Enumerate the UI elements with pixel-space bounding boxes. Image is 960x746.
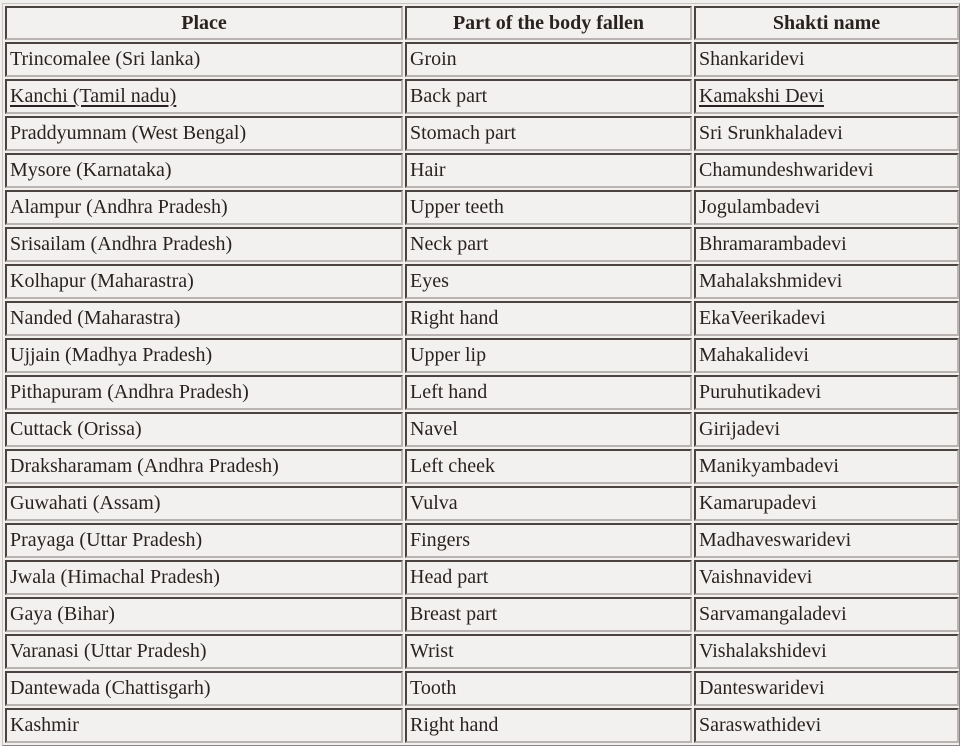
shakti-name-cell: Chamundeshwaridevi [694,153,959,188]
body-part-cell: Groin [405,42,692,77]
body-part-cell: Neck part [405,227,692,262]
place-cell: Nanded (Maharastra) [5,301,403,336]
shakti-name-cell: Danteswaridevi [694,671,959,706]
place-cell: Mysore (Karnataka) [5,153,403,188]
table-row [5,708,959,743]
body-part-cell: Upper lip [405,338,692,373]
table-row [5,264,959,299]
column-header-shakti-name: Shakti name [694,6,959,40]
shakti-name-cell: Sri Srunkhaladevi [694,116,959,151]
place-cell [5,79,403,114]
shakti-name-cell [694,79,959,114]
body-part-cell: Left hand [405,375,692,410]
place-cell: Kashmir [5,708,403,743]
place-cell: Alampur (Andhra Pradesh) [5,190,403,225]
header-row [5,6,959,40]
shakti-peetha-table-container [2,3,960,746]
shakti-name-cell: Mahalakshmidevi [694,264,959,299]
shakti-peetha-table [3,4,960,745]
body-part-cell: Left cheek [405,449,692,484]
table-row [5,597,959,632]
body-part-cell: Wrist [405,634,692,669]
place-cell: Praddyumnam (West Bengal) [5,116,403,151]
column-header-place: Place [5,6,403,40]
table-row [5,190,959,225]
table-row [5,671,959,706]
shakti-name-cell: Saraswathidevi [694,708,959,743]
table-row [5,486,959,521]
table-row [5,153,959,188]
body-part-cell: Breast part [405,597,692,632]
body-part-cell: Vulva [405,486,692,521]
table-row [5,301,959,336]
place-cell: Dantewada (Chattisgarh) [5,671,403,706]
shakti-name-cell: EkaVeerikadevi [694,301,959,336]
body-part-cell: Eyes [405,264,692,299]
body-part-cell: Navel [405,412,692,447]
body-part-cell: Fingers [405,523,692,558]
place-link[interactable]: Kanchi (Tamil nadu) [10,85,177,107]
body-part-cell: Back part [405,79,692,114]
table-row [5,338,959,373]
table-row [5,375,959,410]
shakti-name-cell: Girijadevi [694,412,959,447]
place-cell: Prayaga (Uttar Pradesh) [5,523,403,558]
place-cell: Trincomalee (Sri lanka) [5,42,403,77]
place-cell: Varanasi (Uttar Pradesh) [5,634,403,669]
place-cell: Gaya (Bihar) [5,597,403,632]
place-cell: Cuttack (Orissa) [5,412,403,447]
table-row [5,560,959,595]
shakti-name-cell: Sarvamangaladevi [694,597,959,632]
shakti-name-cell: Manikyambadevi [694,449,959,484]
body-part-cell: Upper teeth [405,190,692,225]
body-part-cell: Stomach part [405,116,692,151]
body-part-cell: Tooth [405,671,692,706]
table-row [5,634,959,669]
table-row [5,79,959,114]
column-header-body-part: Part of the body fallen [405,6,692,40]
shakti-name-cell: Mahakalidevi [694,338,959,373]
place-cell: Srisailam (Andhra Pradesh) [5,227,403,262]
place-cell: Jwala (Himachal Pradesh) [5,560,403,595]
shakti-name-cell: Jogulambadevi [694,190,959,225]
place-cell: Kolhapur (Maharastra) [5,264,403,299]
shakti-name-cell: Bhramarambadevi [694,227,959,262]
body-part-cell: Right hand [405,708,692,743]
shakti-name-cell: Shankaridevi [694,42,959,77]
place-cell: Guwahati (Assam) [5,486,403,521]
body-part-cell: Head part [405,560,692,595]
table-row [5,523,959,558]
shakti-name-cell: Kamarupadevi [694,486,959,521]
shakti-name-cell: Madhaveswaridevi [694,523,959,558]
table-row [5,227,959,262]
table-row [5,449,959,484]
body-part-cell: Hair [405,153,692,188]
table-row [5,412,959,447]
table-row [5,42,959,77]
table-row [5,116,959,151]
place-cell: Draksharamam (Andhra Pradesh) [5,449,403,484]
shakti-name-cell: Vishalakshidevi [694,634,959,669]
shakti-name-link[interactable]: Kamakshi Devi [699,85,824,107]
place-cell: Ujjain (Madhya Pradesh) [5,338,403,373]
place-cell: Pithapuram (Andhra Pradesh) [5,375,403,410]
shakti-name-cell: Puruhutikadevi [694,375,959,410]
body-part-cell: Right hand [405,301,692,336]
shakti-name-cell: Vaishnavidevi [694,560,959,595]
